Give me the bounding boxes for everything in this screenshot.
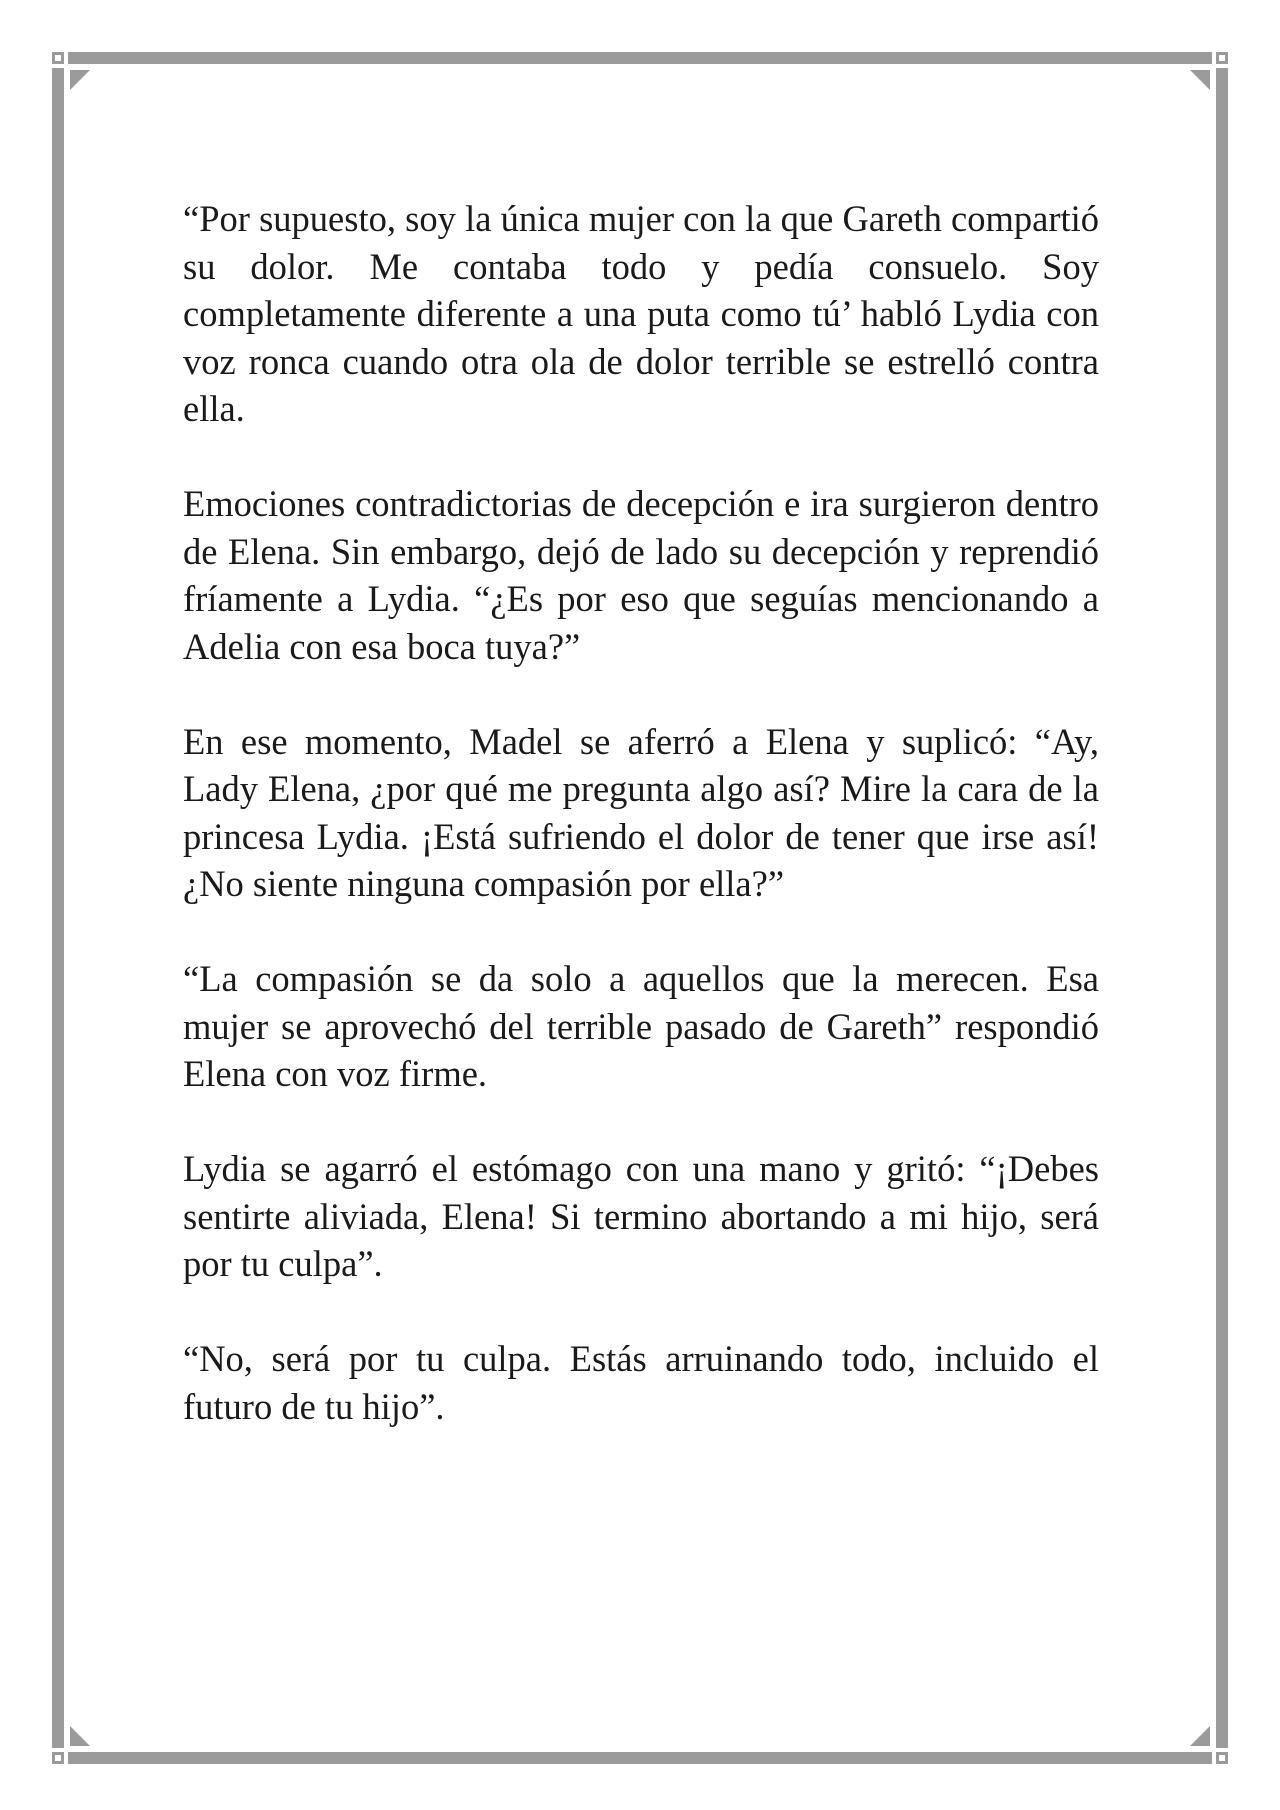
- corner-ornament-top-right: [1216, 52, 1228, 64]
- corner-ornament-bottom-left: [52, 1752, 64, 1764]
- corner-ornament-top-left: [52, 52, 64, 64]
- corner-triangle-top-right: [1190, 70, 1210, 90]
- paragraph-2: Emociones contradictorias de decepción e ira surgieron dentro de Elena. Sin embargo, dejó de lado su decepción y reprendió fríamente a Lydia. “¿Es por eso que seguías mencionando a Adelia con esa boca tuya?”: [183, 483, 1099, 667]
- paragraph-1: “Por supuesto, soy la única mujer con la que Gareth compartió su dolor. Me contaba todo y pedía consuelo. Soy completamente diferente a una puta como tú’ habló Lydia con voz ronca cuando otra ola de dolor terrible se estrelló contra ella.: [183, 198, 1099, 429]
- border-top: [68, 52, 1212, 64]
- corner-triangle-bottom-left: [70, 1726, 90, 1746]
- border-bottom: [68, 1752, 1212, 1764]
- paragraph-6: “No, será por tu culpa. Estás arruinando todo, incluido el futuro de tu hijo”.: [183, 1338, 1099, 1427]
- border-right: [1216, 68, 1228, 1748]
- paragraph-3: En ese momento, Madel se aferró a Elena y suplicó: “Ay, Lady Elena, ¿por qué me pregunta algo así? Mire la cara de la princesa Lydia. ¡Está sufriendo el dolor de tener que irse así! ¿No siente ninguna compasión por ella?”: [183, 720, 1099, 904]
- paragraph-4: “La compasión se da solo a aquellos que la merecen. Esa mujer se aprovechó del terrible pasado de Gareth” respondió Elena con voz firme.: [183, 958, 1099, 1094]
- page-text: [183, 195, 1099, 1478]
- corner-triangle-top-left: [70, 70, 90, 90]
- border-left: [52, 68, 64, 1748]
- corner-ornament-bottom-right: [1216, 1752, 1228, 1764]
- paragraph-5: Lydia se agarró el estómago con una mano y gritó: “¡Debes sentirte aliviada, Elena! Si termino abortando a mi hijo, será por tu culpa”.: [183, 1148, 1099, 1284]
- corner-triangle-bottom-right: [1190, 1726, 1210, 1746]
